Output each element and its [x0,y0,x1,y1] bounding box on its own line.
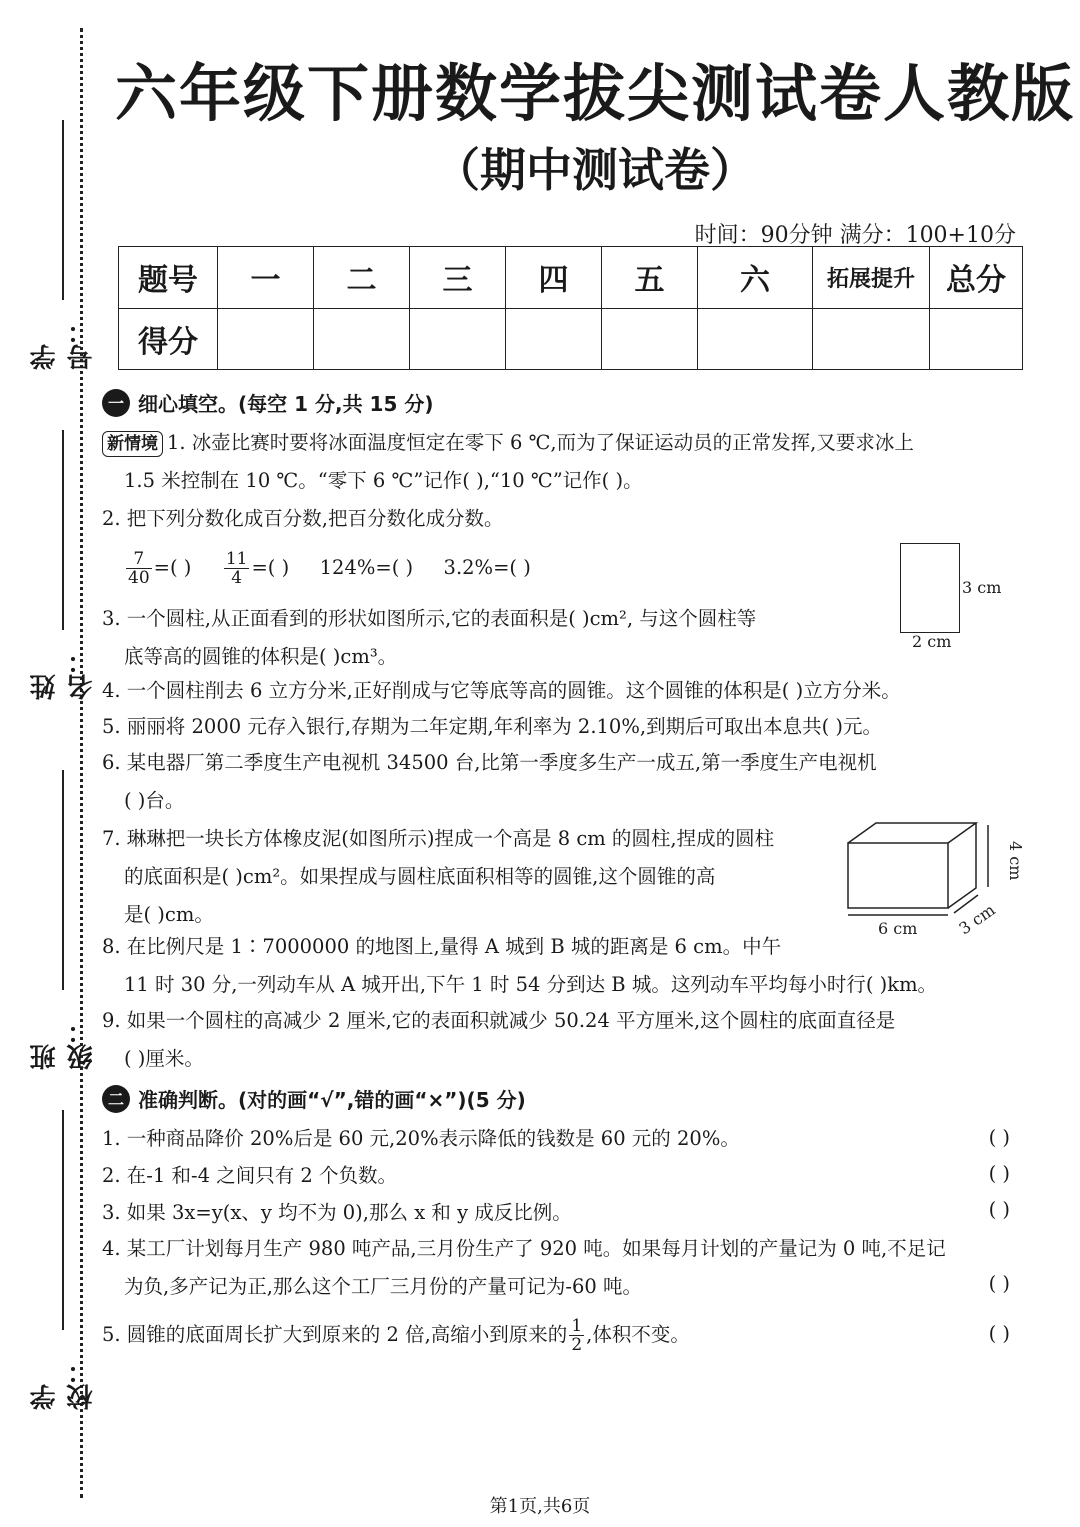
s2-q4-line2: 为负,多产记为正,那么这个工厂三月份的产量可记为-60 吨。 [124,1275,642,1298]
new-context-tag: 新情境 [102,431,163,457]
score-header-cell: 六 [698,247,813,309]
name-field [18,430,97,700]
s1-q3-line1: 3. 一个圆柱,从正面看到的形状如图所示,它的表面积是( )cm², 与这个圆柱等 [102,607,757,630]
section2-badge: 二 [102,1085,130,1113]
score-cell[interactable] [218,308,314,370]
name-line[interactable] [62,430,64,630]
fraction-11-4: $\frac{11}{4}$ [225,549,248,588]
s2-q5-text-post: ,体积不变。 [586,1323,690,1346]
s2-q4-line1: 4. 某工厂计划每月生产 980 吨产品,三月份生产了 920 吨。如果每月计划的产量记为 0 吨,不足记 [102,1237,946,1260]
section1-title: 细心填空。(每空 1 分,共 15 分) [138,392,434,416]
s2-q5-text-pre: 5. 圆锥的底面周长扩大到原来的 2 倍,高缩小到原来的 [102,1323,568,1346]
s1-q9-line2: ( )厘米。 [124,1047,204,1070]
s1-q7-line3: 是( )cm。 [124,903,214,926]
s2-q1-answer[interactable]: ( ) [988,1126,1010,1149]
page-subtitle: （期中测试卷） [434,143,756,197]
s1-q7-line1: 7. 琳琳把一块长方体橡皮泥(如图所示)捏成一个高是 8 cm 的圆柱,捏成的圆柱 [102,827,775,850]
page-footer: 第1页,共6页 [489,1496,591,1517]
fig1-width-label: 2 cm [912,632,952,651]
score-table-header-row [119,247,1023,309]
s2-question-1: 1. 一种商品降价 20%后是 60 元,20%表示降低的钱数是 60 元的 20%。 [102,1127,740,1150]
s1-question-5: 5. 丽丽将 2000 元存入银行,存期为二年定期,年利率为 2.10%,到期后可取出本息共( )元。 [102,715,882,738]
s1-q6-line2: ( )台。 [124,789,185,812]
section2-heading [102,1084,526,1113]
school-field [18,1110,97,1410]
class-line[interactable] [62,770,64,990]
s1-q1-line2: 1.5 米控制在 10 ℃。“零下 6 ℃”记作( ),“10 ℃”记作( )。 [124,469,643,492]
s2-q3-answer[interactable]: ( ) [988,1198,1010,1221]
s2-question-5 [102,1312,1012,1358]
s1-q8-line1: 8. 在比例尺是 1∶7000000 的地图上,量得 A 城到 B 城的距离是 6 cm。中午 [102,935,782,958]
section2-title: 准确判断。(对的画“√”,错的画“×”)(5 分) [138,1088,526,1112]
s1-question-3 [102,600,892,676]
s1-question-7 [102,820,837,934]
answer-blank-3[interactable]: 124%=( ) [319,556,414,579]
s1-q1-line1 [102,424,1012,462]
s1-q3-line2: 底等高的圆锥的体积是( )cm³。 [124,645,398,668]
score-header-cell: 总分 [930,247,1023,309]
s1-q8-line2: 11 时 30 分,一列动车从 A 城开出,下午 1 时 54 分到达 B 城。这列动车平均每小时行( )km。 [124,973,938,996]
cuboid-figure [838,815,1025,940]
s2-question-2: 2. 在-1 和-4 之间只有 2 个负数。 [102,1164,397,1187]
s2-q2-answer[interactable]: ( ) [988,1162,1010,1185]
name-label: 姓名： [30,648,97,700]
section1-badge: 一 [102,389,130,417]
answer-blank-2[interactable]: =( ) [251,556,290,579]
school-label: 学校： [30,1358,97,1410]
cylinder-front-view-figure [900,543,960,633]
score-header-cell: 拓展提升 [813,247,930,309]
time-info: 时间：90分钟 满分：100+10分 [694,223,1016,248]
s1-q6-line1: 6. 某电器厂第二季度生产电视机 34500 台,比第一季度多生产一成五,第一季度生产电视机 [102,751,877,774]
fig2-length-label: 6 cm [878,919,918,938]
class-label: 班级： [30,1018,97,1070]
s1-question-2-items [102,545,1012,591]
score-header-cell: 三 [410,247,506,309]
s1-question-1 [102,424,1012,500]
class-field [18,770,97,1070]
s1-question-6 [102,744,1012,820]
score-table-score-row [119,308,1023,370]
score-cell[interactable] [506,308,602,370]
score-cell[interactable] [930,308,1023,370]
score-cell[interactable] [602,308,698,370]
score-header-cell: 一 [218,247,314,309]
score-row-label: 得分 [119,308,218,370]
score-header-cell: 四 [506,247,602,309]
binding-dashed-line [80,28,83,1498]
fig2-height-label: 4 cm [1006,841,1025,881]
fig2-width-label: 3 cm [955,900,999,939]
s2-q5-answer[interactable]: ( ) [988,1322,1010,1345]
s1-q1-text1: 1. 冰壶比赛时要将冰面温度恒定在零下 6 ℃,而为了保证运动员的正常发挥,又要求冰上 [167,431,914,454]
s2-question-3: 3. 如果 3x=y(x、y 均不为 0),那么 x 和 y 成反比例。 [102,1201,572,1224]
score-cell[interactable] [813,308,930,370]
fig1-height-label: 3 cm [962,578,1002,597]
page-title: 六年级下册数学拔尖测试卷人教版 [114,57,1075,130]
section1-heading [102,388,433,417]
score-table [118,246,1023,370]
score-header-cell: 题号 [119,247,218,309]
s1-question-2: 2. 把下列分数化成百分数,把百分数化成分数。 [102,507,504,530]
answer-blank-1[interactable]: =( ) [153,556,192,579]
school-line[interactable] [62,1110,64,1330]
score-header-cell: 五 [602,247,698,309]
student-id-line[interactable] [62,120,64,300]
student-id-field [18,120,97,370]
score-cell[interactable] [698,308,813,370]
s1-question-4: 4. 一个圆柱削去 6 立方分米,正好削成与它等底等高的圆锥。这个圆锥的体积是( )立方分米。 [102,679,901,702]
answer-blank-4[interactable]: 3.2%=( ) [443,556,531,579]
fraction-1-2: $\frac{1}{2}$ [571,1316,583,1355]
score-cell[interactable] [410,308,506,370]
student-id-label: 学号： [30,318,97,370]
score-cell[interactable] [314,308,410,370]
score-header-cell: 二 [314,247,410,309]
s1-q7-line2: 的底面积是( )cm²。如果捏成与圆柱底面积相等的圆锥,这个圆锥的高 [124,865,716,888]
fraction-7-40: $\frac{7}{40}$ [128,549,150,588]
s1-question-9 [102,1002,1012,1078]
s1-q9-line1: 9. 如果一个圆柱的高减少 2 厘米,它的表面积就减少 50.24 平方厘米,这个圆柱的底面直径是 [102,1009,896,1032]
s2-q4-answer[interactable]: ( ) [988,1272,1010,1295]
s2-question-4 [102,1230,1012,1306]
s1-question-8 [102,928,1012,1004]
